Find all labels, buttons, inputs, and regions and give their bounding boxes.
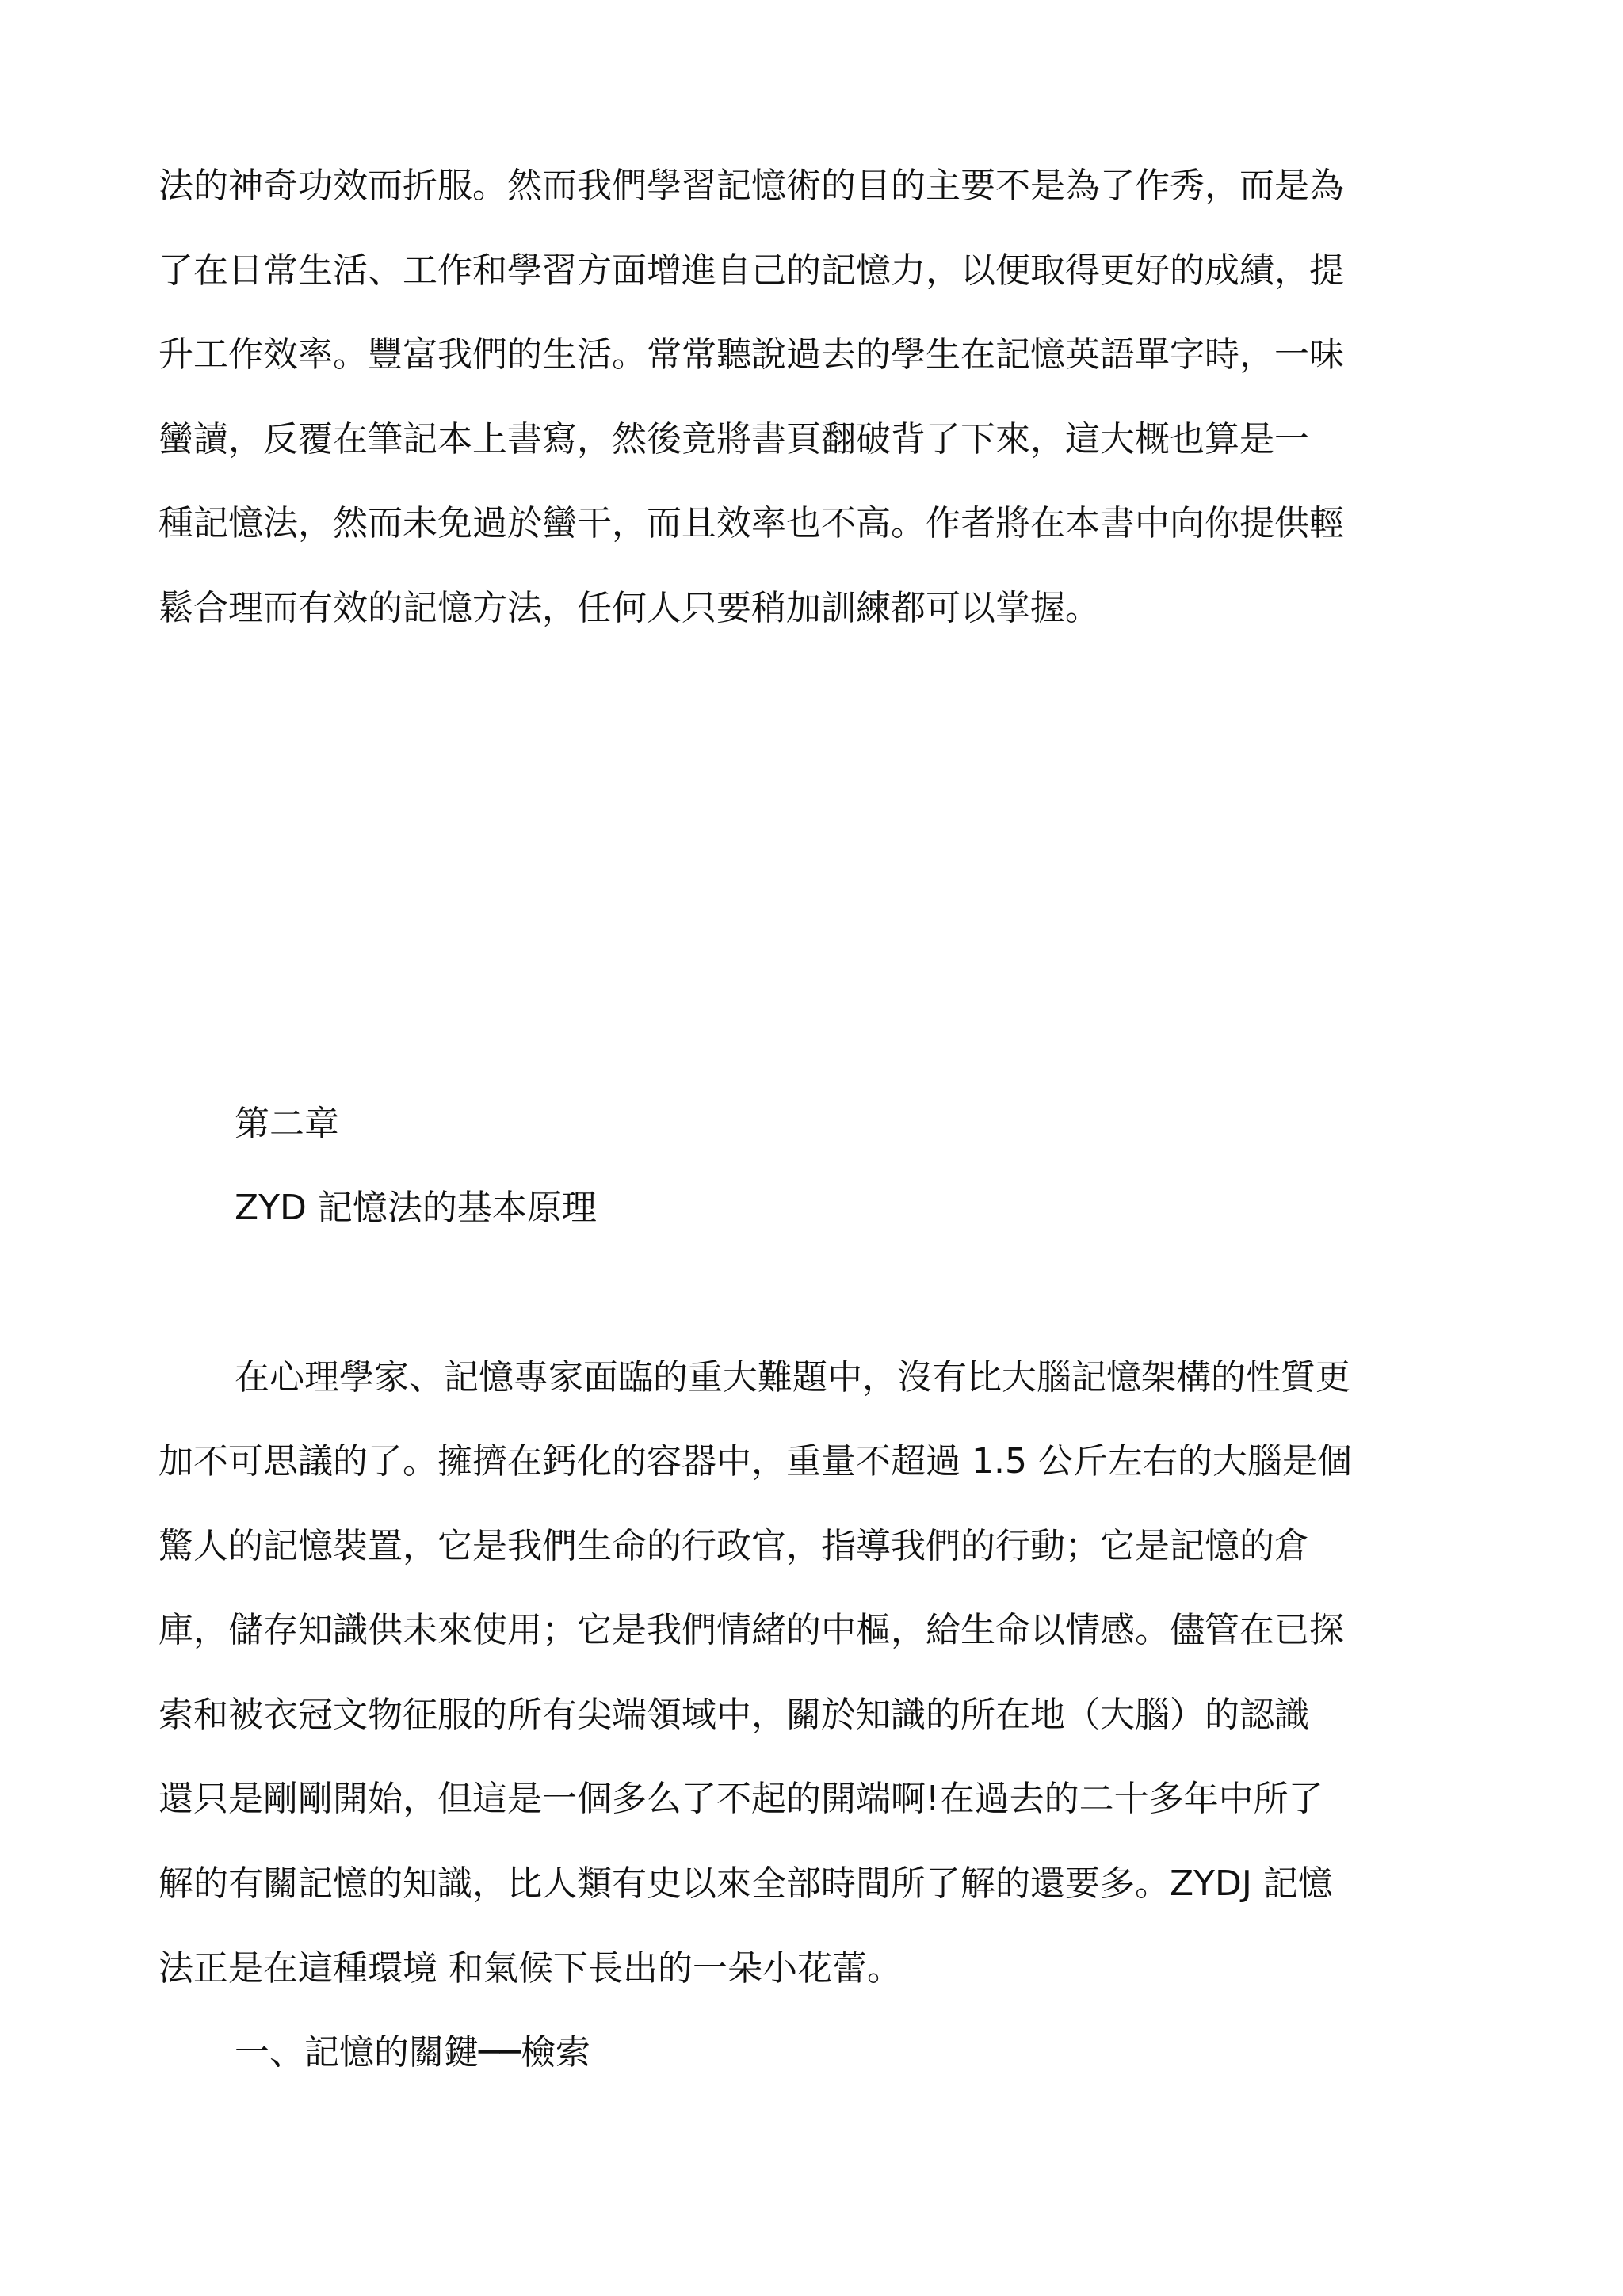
text-line: 解的有關記憶的知識，比人類有史以來全部時間所了解的還要多。ZYDJ 記憶: [158, 1863, 1333, 1904]
text-line: 法正是在這種環境 和氣候下長出的一朵小花蕾。: [158, 1948, 902, 1989]
text-line: 索和被衣冠文物征服的所有尖端領域中，關於知識的所在地（大腦）的認識: [158, 1695, 1309, 1735]
section-heading: 一、記憶的關鍵──檢索: [235, 2032, 590, 2073]
chapter-number: 第二章: [235, 1104, 339, 1144]
chapter-title: ZYD 記憶法的基本原理: [235, 1188, 597, 1228]
text-line: 鬆合理而有效的記憶方法，任何人只要稍加訓練都可以掌握。: [158, 588, 1100, 628]
text-line: 蠻讀，反覆在筆記本上書寫，然後竟將書頁翻破背了下來，這大概也算是一: [158, 419, 1309, 460]
text-line: 驚人的記憶裝置，它是我們生命的行政官，指導我們的行動；它是記憶的倉: [158, 1526, 1309, 1566]
text-line: 升工作效率。豐富我們的生活。常常聽說過去的學生在記憶英語單字時，一味: [158, 334, 1344, 375]
text-line: 在心理學家、記憶專家面臨的重大難題中，沒有比大腦記憶架構的性質更: [235, 1357, 1350, 1398]
text-line: 加不可思議的了。擁擠在鈣化的容器中，重量不超過 1.5 公斤左右的大腦是個: [158, 1441, 1352, 1482]
text-line: 還只是剛剛開始，但這是一個多么了不起的開端啊!在過去的二十多年中所了: [158, 1779, 1323, 1819]
text-line: 種記憶法，然而未免過於蠻干，而且效率也不高。作者將在本書中向你提供輕: [158, 503, 1344, 543]
text-line: 了在日常生活、工作和學習方面增進自己的記憶力，以便取得更好的成績，提: [158, 250, 1344, 291]
text-line: 庫，儲存知識供未來使用；它是我們情緒的中樞，給生命以情感。儘管在已探: [158, 1610, 1344, 1650]
text-line: 法的神奇功效而折服。然而我們學習記憶術的目的主要不是為了作秀，而是為: [158, 166, 1344, 206]
